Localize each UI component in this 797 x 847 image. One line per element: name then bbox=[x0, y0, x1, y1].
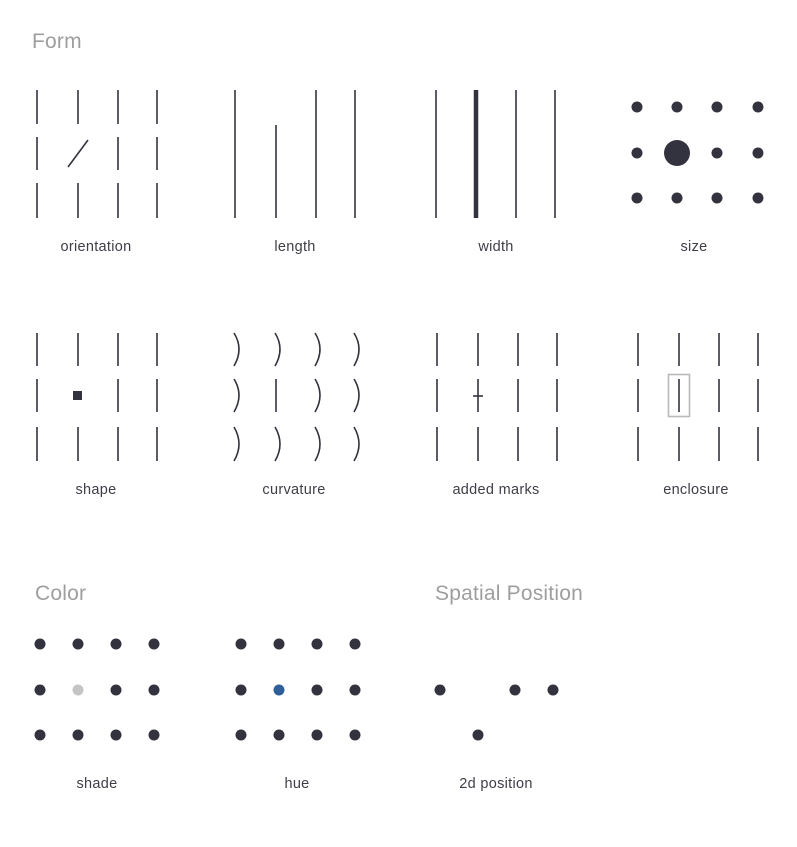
label-enclosure: enclosure bbox=[663, 482, 729, 498]
position-2d-panel bbox=[435, 685, 559, 741]
large-dot bbox=[664, 140, 690, 166]
label-curvature: curvature bbox=[262, 482, 326, 498]
orientation-panel bbox=[37, 90, 157, 218]
shape-panel bbox=[37, 333, 157, 461]
label-shape: shape bbox=[75, 482, 117, 498]
label-2d-position: 2d position bbox=[459, 776, 533, 792]
label-orientation: orientation bbox=[60, 239, 132, 255]
added-marks-panel bbox=[437, 333, 557, 461]
light-dot bbox=[73, 685, 84, 696]
heading-color: Color bbox=[35, 582, 87, 605]
label-added-marks: added marks bbox=[452, 482, 540, 498]
label-width: width bbox=[478, 239, 514, 255]
label-hue: hue bbox=[284, 776, 310, 792]
label-shade: shade bbox=[76, 776, 118, 792]
size-panel bbox=[632, 102, 764, 204]
heading-spatial-position: Spatial Position bbox=[435, 582, 583, 605]
label-size: size bbox=[680, 239, 708, 255]
heading-form: Form bbox=[32, 30, 82, 53]
displaced-dot bbox=[473, 730, 484, 741]
length-panel bbox=[235, 90, 355, 218]
enclosure-panel bbox=[638, 333, 758, 461]
square-mark bbox=[73, 391, 82, 400]
hue-panel bbox=[236, 639, 361, 741]
label-length: length bbox=[274, 239, 316, 255]
blue-dot bbox=[274, 685, 285, 696]
curvature-panel bbox=[234, 333, 359, 461]
shade-panel bbox=[35, 639, 160, 741]
oriented-line bbox=[68, 140, 88, 167]
width-panel bbox=[436, 90, 555, 218]
